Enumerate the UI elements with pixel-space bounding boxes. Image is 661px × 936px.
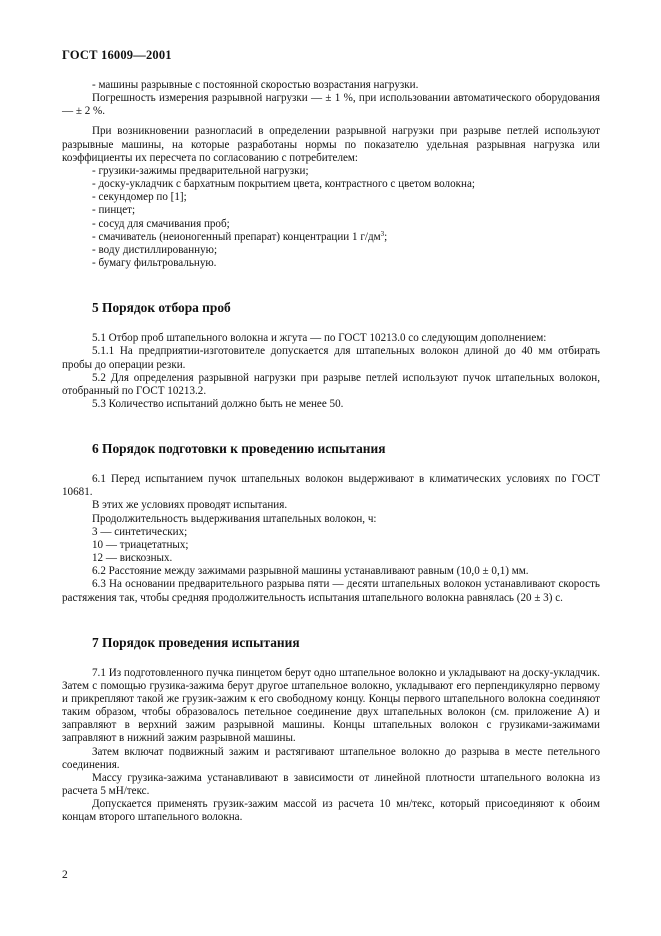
document-header: ГОСТ 16009—2001 (62, 48, 172, 62)
paragraph-6-1-b: Продолжительность выдерживания штапельных волокон, ч: (92, 512, 377, 525)
intro-line-2: Погрешность измерения разрывной нагрузки — ± 1 %, при использовании автоматического оборудования — ± 2 %. (62, 92, 600, 118)
paragraph-5-1-1: 5.1.1 На предприятии-изготовителе допускается для штапельных волокон длиной до 40 мм отбирать пробы до операции резки. (62, 345, 600, 371)
paragraph-6-1-a: В этих же условиях проводят испытания. (92, 499, 288, 512)
section-6-title: 6 Порядок подготовки к проведению испытания (92, 441, 386, 457)
page-number: 2 (62, 869, 68, 881)
duration-item: 12 — вискозных. (92, 552, 173, 565)
paragraph-6-2: 6.2 Расстояние между зажимами разрывной машины устанавливают равным (10,0 ± 0,1) мм. (92, 565, 529, 578)
intro-line-1: - машины разрывные с постоянной скоростью возрастания нагрузки. (92, 79, 419, 91)
equipment-item: - доску-укладчик с бархатным покрытием цвета, контрастного с цветом волокна; (92, 178, 475, 191)
paragraph-7-1: 7.1 Из подготовленного пучка пинцетом берут одно штапельное волокно и укладывают на доску-укладчик. Затем с помощью грузика-зажима берут другое штапельное волокно, укладывают его перпендикулярно первому и прикрепляют такой же грузик-зажим к его свободному концу. Концы первого штапельного волокна соединяют таким образом, чтобы образовалось петельное соединение двух штапельных волокон (см. приложение А) и заправляют в верхний зажим разрывной машины. Концы штапельных волокон с грузиками-зажимами заправляют в нижний зажим разрывной машины. (62, 666, 600, 745)
equipment-item (62, 231, 600, 244)
paragraph-6-1: 6.1 Перед испытанием пучок штапельных волокон выдерживают в климатических условиях по ГОСТ 10681. (62, 473, 600, 499)
paragraph-5-1: 5.1 Отбор проб штапельного волокна и жгута — по ГОСТ 10213.0 со следующим дополнением: (92, 332, 547, 345)
paragraph-5-3: 5.3 Количество испытаний должно быть не менее 50. (92, 397, 344, 410)
superscript: 3 (380, 229, 385, 238)
equipment-item: - сосуд для смачивания проб; (92, 217, 230, 230)
duration-item: 3 — синтетических; (92, 525, 188, 538)
equipment-item: - бумагу фильтровальную. (92, 257, 217, 270)
section-7-title: 7 Порядок проведения испытания (92, 634, 300, 650)
equipment-item-text: - смачиватель (неионогенный препарат) концентрации 1 г/дм (92, 230, 381, 243)
equipment-item: - грузики-зажимы предварительной нагрузки; (92, 164, 309, 177)
equipment-item-end: ; (384, 230, 388, 243)
paragraph-7-1-a: Затем включат подвижный зажим и растягивают штапельное волокно до разрыва в месте петельного соединения. (62, 745, 600, 771)
duration-item: 10 — триацетатных; (92, 538, 189, 551)
equipment-item: - секундомер по [1]; (92, 191, 187, 204)
paragraph-5-2: 5.2 Для определения разрывной нагрузки при разрыве петлей используют пучок штапельных волокон, отобранный по ГОСТ 10213.2. (62, 371, 600, 397)
intro-line-3: При возникновении разногласий в определении разрывной нагрузки при разрыве петлей используют разрывные машины, на которые разработаны нормы по показателю удельная разрывная нагрузка или коэффициенты их пересчета по согласованию с потребителем: (62, 125, 600, 164)
paragraph-7-1-c: Допускается применять грузик-зажим массой из расчета 10 мн/текс, который присоединяют к обоим концам второго штапельного волокна. (62, 798, 600, 824)
equipment-item: - пинцет; (92, 204, 136, 217)
equipment-item: - воду дистиллированную; (92, 243, 218, 256)
section-5-title: 5 Порядок отбора проб (92, 300, 231, 316)
paragraph-6-3: 6.3 На основании предварительного разрыва пяти — десяти штапельных волокон устанавливают скорость растяжения так, чтобы средняя продолжительность испытания штапельного волокна равнялась (20 ± 3) с. (62, 578, 600, 604)
paragraph-7-1-b: Массу грузика-зажима устанавливают в зависимости от линейной плотности штапельного волокна из расчета 5 мН/текс. (62, 771, 600, 798)
document-body (62, 79, 600, 825)
